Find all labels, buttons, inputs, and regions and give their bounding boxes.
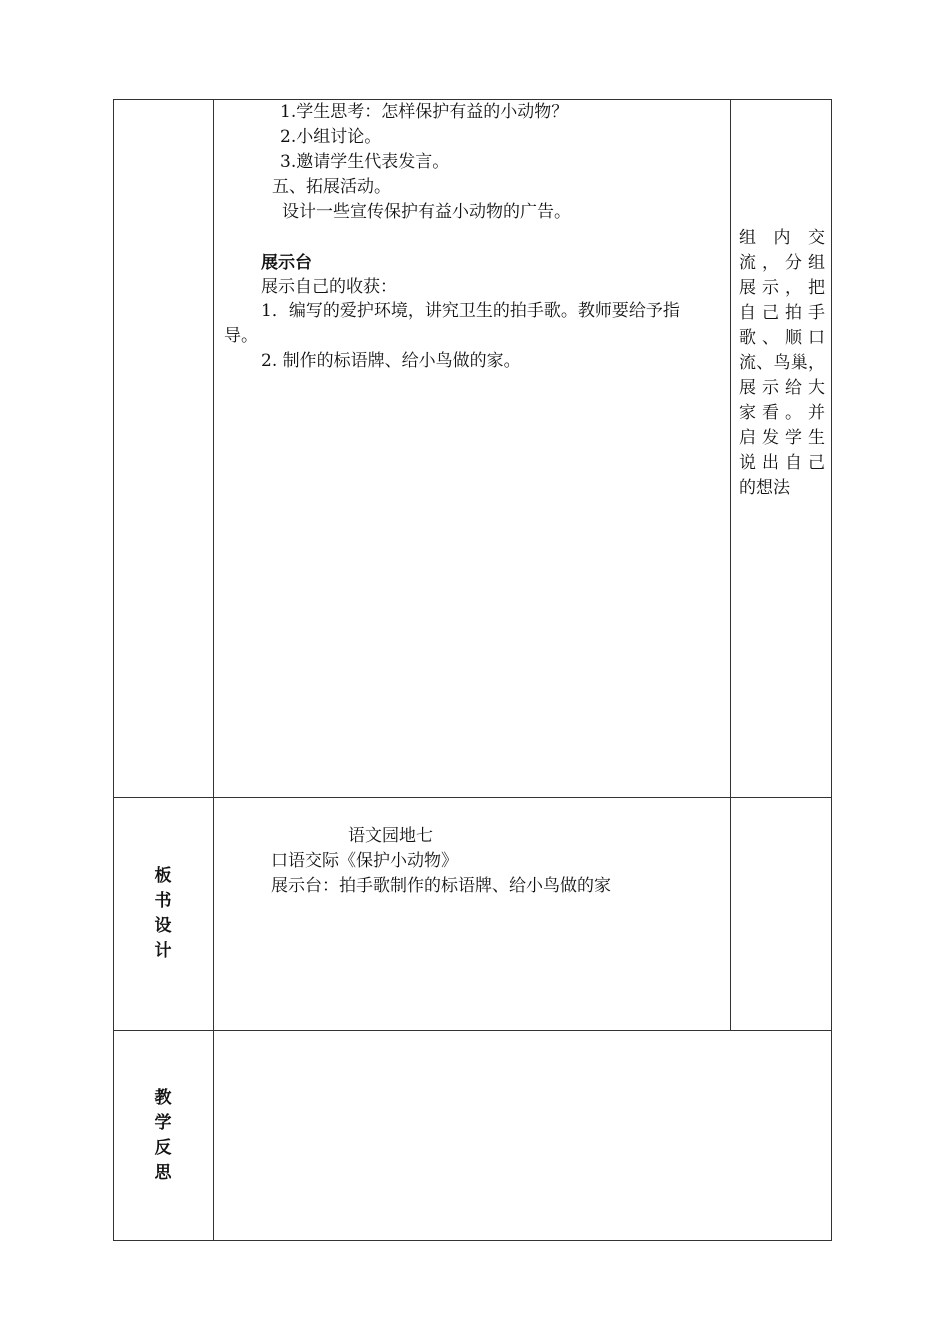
board-line-1: 口语交际《保护小动物》 [271,851,458,871]
student-activity-text [739,226,825,501]
showcase-intro: 展示自己的收获： [261,277,397,297]
activity-line: 启发学生 [739,428,825,448]
showcase-item-2: 2. 制作的标语牌、给小鸟做的家。 [261,351,521,371]
showcase-item-1: 1．编写的爱护环境，讲究卫生的拍手歌。教师要给予指 [261,301,680,321]
label-column-divider [213,99,214,1240]
activity-line: 说出自己 [739,453,825,473]
label-char: 反 [154,1138,172,1158]
row-divider-board [113,797,832,798]
activity-line: 展示，把 [739,278,825,298]
label-char: 教 [154,1088,172,1108]
process-line-5: 设计一些宣传保护有益小动物的广告。 [282,202,571,222]
process-line-2: 2.小组讨论。 [280,127,382,147]
label-char: 设 [154,916,172,936]
table-right-border [831,99,832,1240]
board-title: 语文园地七 [348,826,433,846]
board-line-2: 展示台：拍手歌制作的标语牌、给小鸟做的家 [271,876,611,896]
showcase-item-1-cont: 导。 [224,326,258,346]
process-line-4: 五、拓展活动。 [272,177,391,197]
activity-line: 流，分组 [739,253,825,273]
row-divider-reflection [113,1030,832,1031]
label-char: 计 [154,941,172,961]
process-line-1: 1.学生思考：怎样保护有益的小动物？ [280,102,569,122]
showcase-title: 展示台 [261,253,312,273]
label-char: 学 [154,1113,172,1133]
table-bottom-border [113,1240,832,1241]
label-char: 板 [154,866,172,886]
activity-line: 的想法 [739,478,790,498]
activity-line: 家看。并 [739,403,825,423]
activity-line: 歌、顺口 [739,328,825,348]
label-char: 书 [154,891,172,911]
table-left-border [113,99,114,1240]
activity-line: 组 内 交 [739,228,825,248]
activity-line: 展示给大 [739,378,825,398]
activity-line: 流、鸟巢， [739,353,825,373]
activity-column-divider [730,99,731,1030]
board-design-label [143,864,183,964]
label-char: 思 [154,1163,172,1183]
process-line-3: 3.邀请学生代表发言。 [280,152,450,172]
reflection-label [143,1086,183,1186]
activity-line: 自己拍手 [739,303,825,323]
